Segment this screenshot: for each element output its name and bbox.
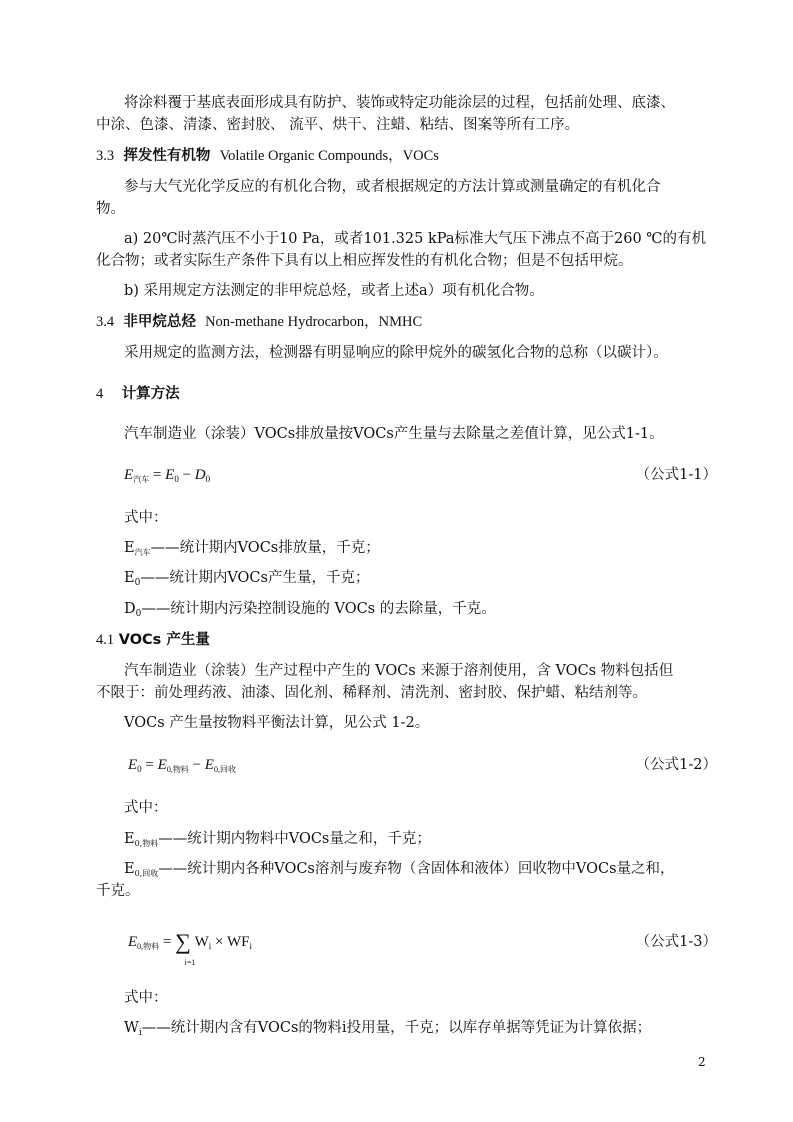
times-sign: × bbox=[211, 934, 227, 950]
variable-description: ——统计期内VOCs排放量，千克； bbox=[150, 540, 380, 556]
section-4-1-heading bbox=[96, 630, 210, 650]
variable-description: ——统计期内含有VOCs的物料i投用量，千克；以库存单据等凭证为计算依据； bbox=[141, 1020, 652, 1036]
section-3-4-heading bbox=[96, 312, 422, 332]
section-title-en: Volatile Organic Compounds，VOCs bbox=[219, 148, 439, 164]
variable-description: ——统计期内VOCs产生量，千克； bbox=[140, 570, 370, 586]
formula-1-2-label: （公式1-2） bbox=[635, 757, 717, 773]
equals-sign: = bbox=[141, 757, 158, 773]
variable-symbol: D bbox=[124, 601, 136, 617]
formula-symbol: E bbox=[165, 467, 175, 483]
page-number: 2 bbox=[698, 1055, 706, 1069]
def-3-3-item-a-line-1: a) 20℃时蒸汽压不小于10 Pa，或者101.325 kPa标准大气压下沸点不高于260 ℃的有机 bbox=[124, 231, 707, 247]
variable-description: ——统计期内污染控制设施的 VOCs 的去除量，千克。 bbox=[141, 601, 496, 617]
formula-symbol: W bbox=[194, 934, 209, 950]
formula-1-2 bbox=[128, 755, 236, 780]
variable-description: ——统计期内各种VOCs溶剂与废弃物（含固体和液体）回收物中VOCs量之和， bbox=[158, 861, 675, 877]
formula-subscript: 0,物料 bbox=[166, 765, 189, 774]
section-title: 计算方法 bbox=[121, 386, 180, 402]
section-4-1-body-line-1: 汽车制造业（涂装）生产过程中产生的 VOCs 来源于溶剂使用，含 VOCs 物料包括但 bbox=[124, 663, 674, 679]
variable-definition bbox=[124, 1018, 651, 1043]
variable-definition bbox=[124, 538, 380, 563]
formula-symbol: D bbox=[194, 467, 206, 483]
section-title-en: Non-methane Hydrocarbon，NMHC bbox=[205, 314, 423, 330]
equals-sign: = bbox=[159, 934, 176, 950]
variable-symbol: E bbox=[124, 570, 135, 586]
variable-subscript: i bbox=[138, 1028, 142, 1038]
variable-subscript: 0 bbox=[135, 609, 142, 619]
formula-subscript: i bbox=[249, 941, 252, 951]
variable-symbol: E bbox=[124, 831, 135, 847]
variable-subscript: 汽车 bbox=[134, 548, 151, 557]
formula-subscript: 0 bbox=[174, 474, 179, 484]
variable-definition bbox=[124, 859, 675, 884]
formula-symbol: E bbox=[124, 467, 134, 483]
formula-1-1 bbox=[124, 465, 210, 490]
formula-symbol: E bbox=[128, 934, 138, 950]
formula-symbol: WF bbox=[226, 934, 250, 950]
section-title-cn: 非甲烷总烃 bbox=[123, 314, 196, 330]
formula-subscript: 0 bbox=[205, 474, 211, 484]
def-3-2-line-1: 将涂料覆于基底表面形成具有防护、装饰或特定功能涂层的过程，包括前处理、底漆、 bbox=[124, 95, 675, 111]
def-3-3-line-1: 参与大气光化学反应的有机化合物，或者根据规定的方法计算或测量确定的有机化合 bbox=[124, 179, 661, 195]
variable-symbol: E bbox=[124, 861, 135, 877]
section-4-1-body-line-2: 不限于：前处理药液、油漆、固化剂、稀释剂、清洗剂、密封胶、保护蜡、粘结剂等。 bbox=[96, 685, 647, 701]
variable-definition bbox=[124, 599, 496, 624]
minus-sign: − bbox=[178, 467, 195, 483]
formula-symbol: E bbox=[157, 757, 167, 773]
minus-sign: − bbox=[188, 757, 205, 773]
equals-sign: = bbox=[149, 467, 166, 483]
summation-symbol: ∑ bbox=[175, 929, 191, 954]
variable-symbol: E bbox=[124, 540, 135, 556]
section-number: 4 bbox=[96, 386, 104, 402]
section-4-1-intro: VOCs 产生量按物料平衡法计算，见公式 1-2。 bbox=[124, 715, 430, 731]
section-number: 3.4 bbox=[96, 314, 115, 330]
formula-1-1-label: （公式1-1） bbox=[635, 467, 717, 483]
variable-definition-continued: 千克。 bbox=[96, 883, 140, 899]
variable-symbol: W bbox=[124, 1020, 139, 1036]
variable-description: ——统计期内物料中VOCs量之和，千克； bbox=[158, 831, 431, 847]
where-label: 式中： bbox=[124, 510, 168, 526]
formula-symbol: E bbox=[204, 757, 214, 773]
formula-symbol: E bbox=[128, 757, 138, 773]
section-4-intro: 汽车制造业（涂装）VOCs排放量按VOCs产生量与去除量之差值计算，见公式1-1。 bbox=[124, 426, 664, 442]
variable-subscript: 0,回收 bbox=[134, 869, 159, 878]
formula-subscript: 0,物料 bbox=[137, 942, 160, 951]
def-3-3-item-b: b) 采用规定方法测定的非甲烷总烃，或者上述a）项有机化合物。 bbox=[124, 283, 544, 299]
def-3-3-line-2: 物。 bbox=[96, 201, 125, 217]
summation-lower-limit: i=1 bbox=[184, 958, 196, 967]
where-label: 式中： bbox=[124, 800, 168, 816]
variable-definition bbox=[124, 829, 431, 854]
section-title: VOCs 产生量 bbox=[118, 632, 210, 648]
section-number: 3.3 bbox=[96, 148, 115, 164]
variable-definition bbox=[124, 568, 369, 593]
formula-1-3 bbox=[128, 929, 252, 957]
def-3-2-line-2: 中涂、色漆、清漆、密封胶、 流平、烘干、注蜡、粘结、图案等所有工序。 bbox=[96, 117, 580, 133]
def-3-3-item-a-line-2: 化合物；或者实际生产条件下具有以上相应挥发性的有机化合物；但是不包括甲烷。 bbox=[96, 253, 633, 269]
formula-subscript: 0,回收 bbox=[213, 765, 236, 774]
where-label: 式中： bbox=[124, 990, 168, 1006]
def-3-4-body: 采用规定的监测方法，检测器有明显响应的除甲烷外的碳氢化合物的总称（以碳计）。 bbox=[124, 345, 668, 361]
variable-subscript: 0,物料 bbox=[134, 839, 159, 848]
formula-subscript: i bbox=[208, 941, 212, 951]
section-title-cn: 挥发性有机物 bbox=[123, 148, 211, 164]
formula-subscript: 汽车 bbox=[133, 475, 150, 484]
section-number: 4.1 bbox=[96, 632, 115, 648]
variable-subscript: 0 bbox=[134, 578, 141, 588]
section-4-heading bbox=[96, 384, 180, 404]
section-3-3-heading bbox=[96, 146, 439, 166]
formula-subscript: 0 bbox=[137, 764, 142, 774]
formula-1-3-label: （公式1-3） bbox=[635, 934, 717, 950]
